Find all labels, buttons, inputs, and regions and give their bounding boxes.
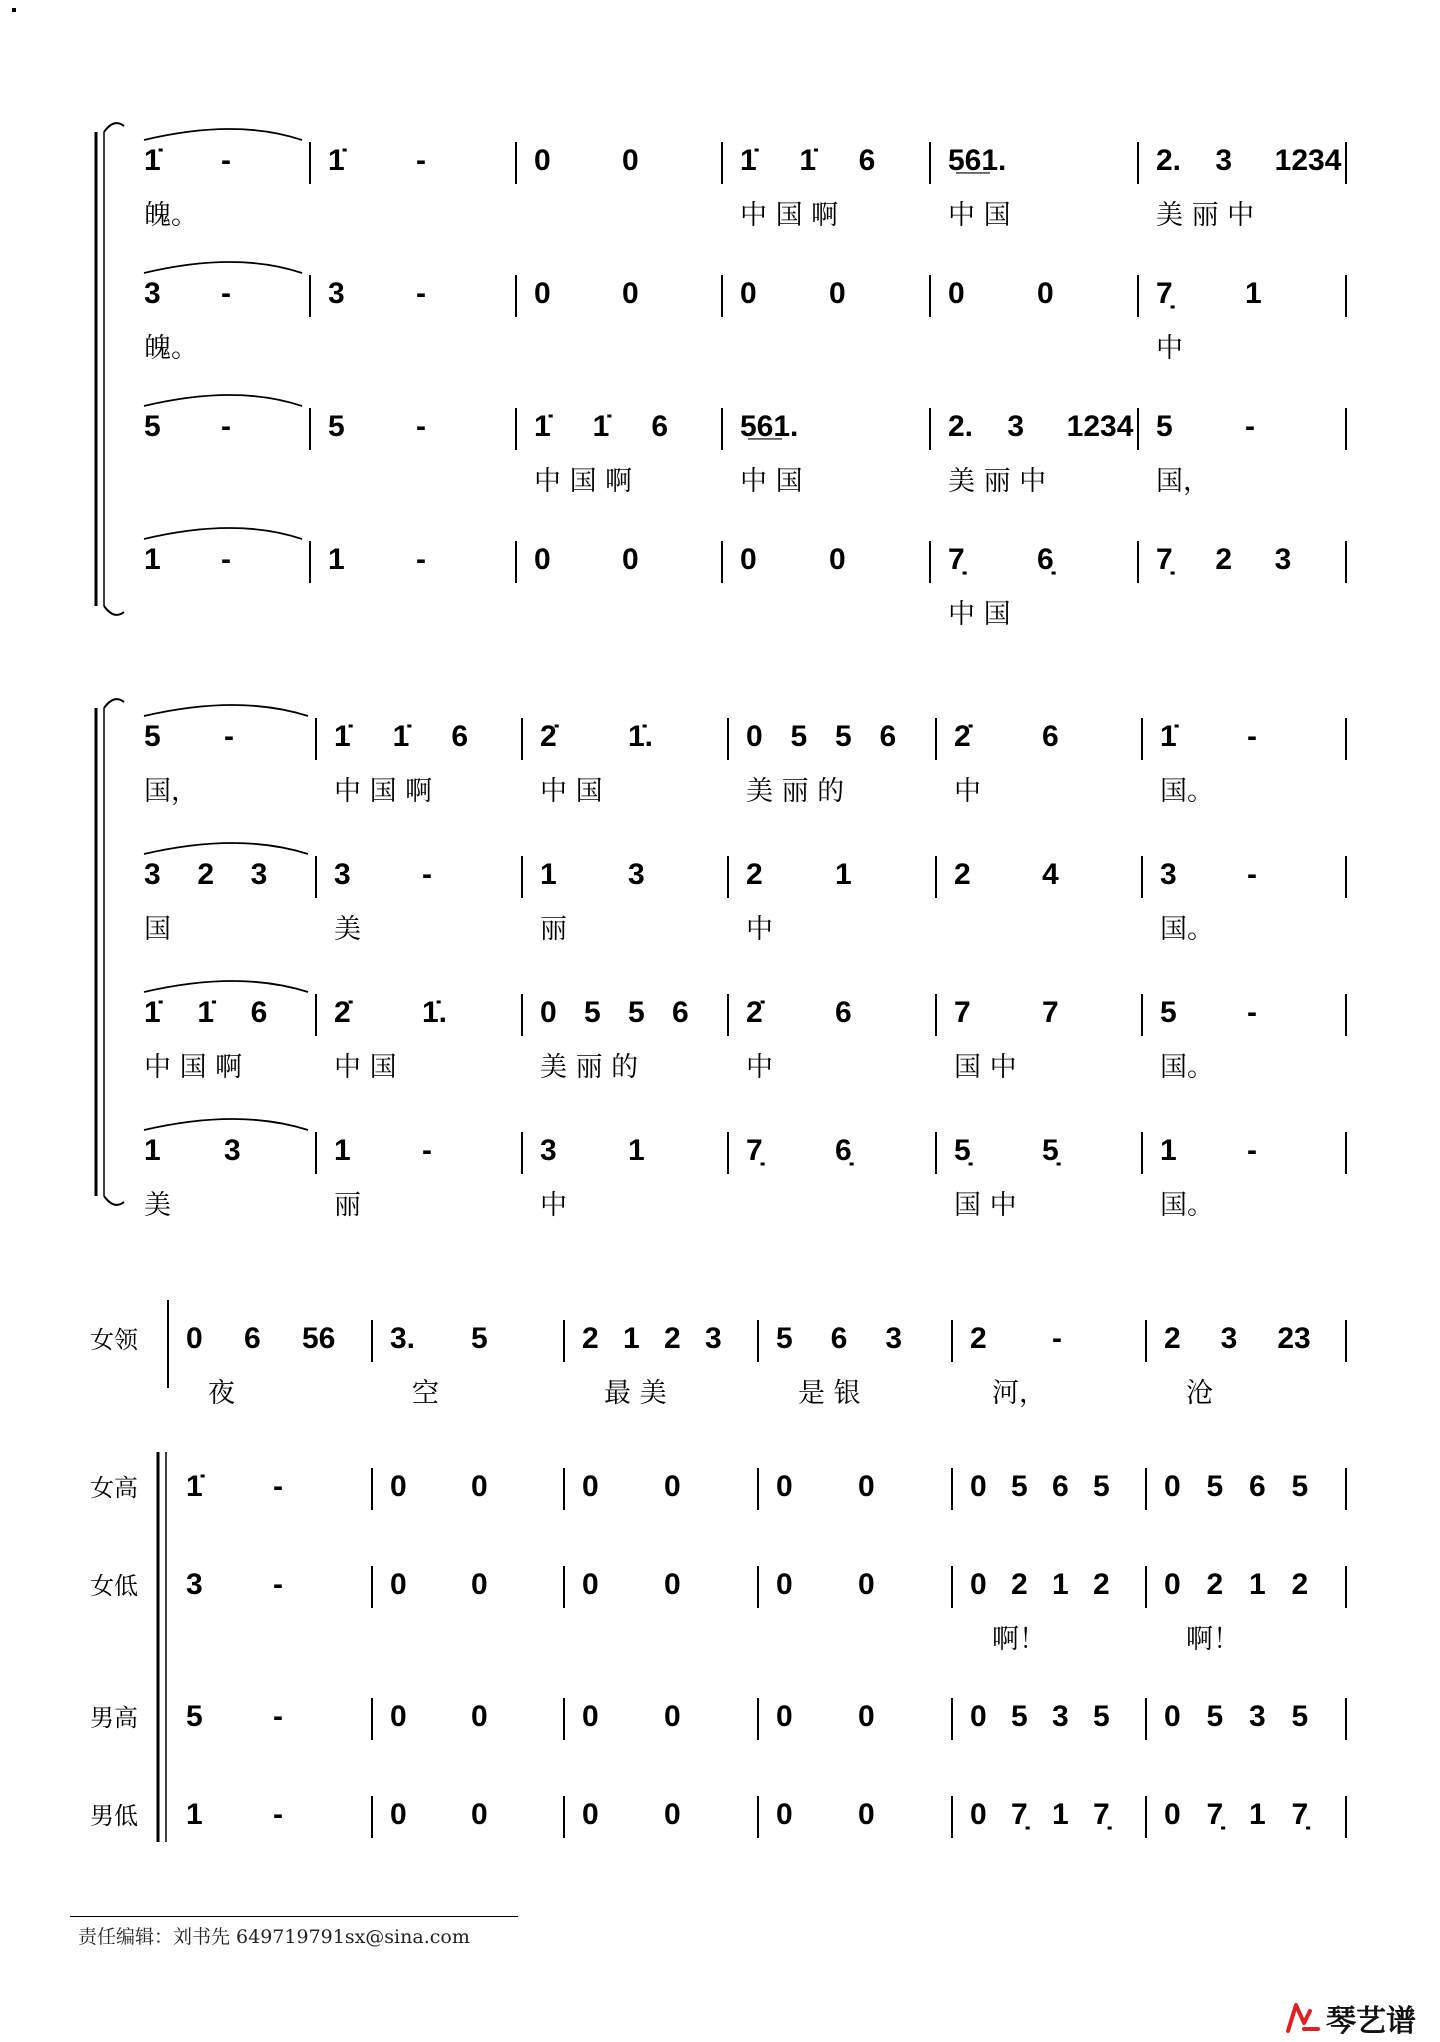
note-token: - [273, 1798, 283, 1831]
note-token: - [273, 1470, 283, 1503]
note-token: 0 [970, 1798, 987, 1831]
note-token: 1̇ [392, 720, 410, 753]
note-token: - [224, 720, 234, 753]
note-token: 0 [471, 1798, 488, 1831]
note-token: 3 [1274, 543, 1292, 576]
lyric: 中 国 啊 [334, 776, 433, 807]
note-token: 2 [1093, 1568, 1110, 1601]
note-token: 6 [1249, 1470, 1266, 1503]
lyric: 国 [144, 914, 171, 945]
note-token: - [273, 1568, 283, 1601]
note-token: 0 [858, 1568, 875, 1601]
note-token: 5 [628, 996, 645, 1029]
note-token: 5 [471, 1322, 488, 1355]
note-token: 6 [879, 720, 897, 753]
lyric: 中 国 啊 [740, 200, 839, 231]
note-token: 0 [1037, 277, 1054, 310]
note-token: 0 [829, 543, 846, 576]
note-token: - [1247, 1134, 1257, 1167]
note-token: 7̣ [1291, 1798, 1309, 1831]
note-token: 2 [664, 1322, 681, 1355]
note-token: 6 [672, 996, 689, 1029]
note-token: 1̇ [197, 996, 215, 1029]
lyric: 中 国 [740, 466, 803, 497]
note-token: 2 [746, 858, 763, 891]
note-token: 7̣ [1206, 1798, 1224, 1831]
note-token: 3 [250, 858, 268, 891]
note-token: 3 [1220, 1322, 1238, 1355]
note-token: 5 [1291, 1700, 1309, 1733]
note-token: 0 [471, 1470, 488, 1503]
note-token: 5 [776, 1322, 793, 1355]
note-token: 7̣ [948, 543, 965, 576]
note-token: 5 [144, 720, 161, 753]
part-label: 女高 [90, 1474, 138, 1502]
note-token: 5 [186, 1700, 203, 1733]
slur [144, 981, 308, 992]
lyric: 美 丽 的 [746, 776, 845, 807]
lyric: 河， [992, 1378, 1046, 1409]
lyric: 中 国 啊 [534, 466, 633, 497]
lyric: 中 国 [948, 599, 1011, 630]
brand-logo-icon [1284, 2001, 1322, 2035]
note-token: 3 [1160, 858, 1177, 891]
system-1-bracket-bottom [104, 606, 124, 615]
note-token: 1̇ [592, 410, 610, 443]
note-token: 4 [1042, 858, 1059, 891]
note-token: 1234 [1274, 144, 1342, 177]
lyric: 中 [954, 776, 981, 807]
note-token: 0 [664, 1700, 681, 1733]
note-token: 1 [186, 1798, 203, 1831]
note-token: 1 [835, 858, 852, 891]
note-token: 2̇ [334, 996, 351, 1029]
note-token: 6 [1042, 720, 1059, 753]
note-token: 2 [1215, 543, 1233, 576]
note-token: 6 [835, 996, 852, 1029]
lyric: 最 美 [604, 1378, 667, 1409]
note-token: 3 [224, 1134, 241, 1167]
part-label: 男低 [90, 1802, 138, 1830]
note-token: - [416, 543, 426, 576]
note-token: 6 [250, 996, 268, 1029]
note-token: 0 [534, 144, 551, 177]
note-token: 1 [144, 543, 161, 576]
note-token: 0 [970, 1700, 987, 1733]
note-token: 5 [1011, 1470, 1028, 1503]
lyric: 丽 [540, 914, 567, 945]
note-token: 1 [1052, 1798, 1069, 1831]
lyric: 中 国 [334, 1052, 397, 1083]
note-token: 6 [1052, 1470, 1069, 1503]
note-token: - [1247, 996, 1257, 1029]
note-token: 0 [1164, 1568, 1181, 1601]
note-token: 5 [1156, 410, 1173, 443]
note-token: 3 [186, 1568, 203, 1601]
lyric: 国。 [1160, 914, 1214, 945]
note-token: - [1052, 1322, 1062, 1355]
note-token: 0 [664, 1798, 681, 1831]
note-token: 5̲6̲1. [948, 144, 1007, 177]
note-token: 0 [858, 1798, 875, 1831]
note-token: - [221, 144, 231, 177]
brand-logo [1284, 1996, 1416, 2040]
footer-rule [70, 1916, 518, 1917]
note-token: 3 [1007, 410, 1025, 443]
note-token: 1 [628, 1134, 645, 1167]
note-token: 0 [534, 277, 551, 310]
note-token: 6̣ [1037, 543, 1054, 576]
note-token: 0 [471, 1700, 488, 1733]
note-token: 2 [1011, 1568, 1028, 1601]
note-token: 2 [197, 858, 215, 891]
note-token: 5̲6̲1. [740, 410, 799, 443]
note-token: 5 [328, 410, 345, 443]
slur [144, 843, 308, 854]
note-token: 0 [776, 1568, 793, 1601]
note-token: 0 [582, 1470, 599, 1503]
note-token: 2̇ [540, 720, 557, 753]
note-token: 2 [1206, 1568, 1224, 1601]
note-token: 1 [1160, 1134, 1177, 1167]
lyric: 空 [412, 1378, 439, 1409]
note-token: 0 [740, 277, 757, 310]
lyric: 国。 [1160, 1052, 1214, 1083]
note-token: 1̇. [422, 996, 448, 1029]
editor-credit: 责任编辑：刘书先 649719791sx@sina.com [78, 1926, 470, 1948]
system-1-bracket-top [104, 123, 124, 132]
note-token: 0 [622, 277, 639, 310]
note-token: 3 [1249, 1700, 1266, 1733]
note-token: 3 [334, 858, 351, 891]
note-token: - [1245, 410, 1255, 443]
note-token: 1̇ [534, 410, 551, 443]
note-token: 5 [1291, 1470, 1309, 1503]
note-token: 5 [790, 720, 808, 753]
lyric: 美 丽 的 [540, 1052, 639, 1083]
note-token: 6 [244, 1322, 261, 1355]
note-token: 1 [540, 858, 557, 891]
lyric: 中 [1156, 333, 1183, 364]
note-token: 0 [1164, 1700, 1181, 1733]
note-token: 0 [622, 543, 639, 576]
note-token: 0 [390, 1568, 407, 1601]
lyric: 国， [144, 776, 198, 807]
lyric: 国。 [1160, 1190, 1214, 1221]
note-token: 0 [390, 1700, 407, 1733]
note-token: - [1247, 720, 1257, 753]
note-token: 3 [628, 858, 645, 891]
slur [144, 129, 302, 140]
note-token: 2 [582, 1322, 599, 1355]
lyric: 魄。 [144, 200, 198, 231]
note-token: 3 [144, 858, 161, 891]
note-token: 6 [451, 720, 469, 753]
note-token: 5̣ [1042, 1134, 1059, 1167]
note-token: - [221, 543, 231, 576]
lyric: 中 [746, 1052, 773, 1083]
note-token: 3 [1052, 1700, 1069, 1733]
note-token: 1̇ [144, 144, 161, 177]
note-token: 0 [582, 1700, 599, 1733]
note-token: 0 [540, 996, 557, 1029]
lyric: 国， [1156, 466, 1210, 497]
note-token: 0 [534, 543, 551, 576]
note-token: 1 [1249, 1568, 1266, 1601]
lyric: 美 丽 中 [948, 466, 1047, 497]
note-token: 6̣ [835, 1134, 852, 1167]
note-token: 2 [1291, 1568, 1309, 1601]
note-token: 1̇ [328, 144, 345, 177]
note-token: 3 [1215, 144, 1233, 177]
note-token: 2̇ [746, 996, 763, 1029]
note-token: 0 [1164, 1470, 1181, 1503]
note-token: - [1247, 858, 1257, 891]
note-token: 0 [776, 1798, 793, 1831]
note-token: 0 [664, 1568, 681, 1601]
note-token: 0 [948, 277, 965, 310]
note-token: 56 [302, 1322, 336, 1355]
note-token: 5 [1093, 1700, 1110, 1733]
note-token: - [221, 277, 231, 310]
note-token: 0 [776, 1700, 793, 1733]
note-token: 3 [705, 1322, 722, 1355]
note-token: 1 [1249, 1798, 1266, 1831]
note-token: 6 [830, 1322, 848, 1355]
note-token: - [422, 858, 432, 891]
slur [144, 528, 302, 539]
slur [144, 395, 302, 406]
note-token: 1̇ [334, 720, 351, 753]
lyric: 啊！ [992, 1624, 1046, 1655]
note-token: 0 [582, 1798, 599, 1831]
note-token: 2. [948, 410, 974, 443]
note-token: 5 [1206, 1470, 1224, 1503]
note-token: 1 [334, 1134, 351, 1167]
lyric: 中 [540, 1190, 567, 1221]
note-token: 0 [829, 277, 846, 310]
note-token: 5 [584, 996, 601, 1029]
part-label: 男高 [90, 1704, 138, 1732]
lyric: 是 银 [798, 1378, 861, 1409]
note-token: 0 [970, 1568, 987, 1601]
note-token: - [422, 1134, 432, 1167]
note-token: 2 [1164, 1322, 1181, 1355]
note-token: 0 [970, 1470, 987, 1503]
lyric: 魄。 [144, 333, 198, 364]
note-token: 5 [835, 720, 852, 753]
note-token: 0 [740, 543, 757, 576]
note-token: 1 [1052, 1568, 1069, 1601]
note-token: 0 [858, 1470, 875, 1503]
note-token: 1̇ [144, 996, 161, 1029]
note-token: 5 [1160, 996, 1177, 1029]
note-token: 1̇ [186, 1470, 203, 1503]
note-token: 1̇ [1160, 720, 1177, 753]
note-token: - [416, 277, 426, 310]
note-token: 1234 [1066, 410, 1134, 443]
lyric: 国 中 [954, 1052, 1017, 1083]
brand-name: 琴艺谱 [1326, 2004, 1416, 2039]
note-token: 0 [664, 1470, 681, 1503]
note-token: 3. [390, 1322, 416, 1355]
note-token: 1̇ [799, 144, 817, 177]
note-token: 1 [144, 1134, 161, 1167]
lyric: 沧 [1186, 1378, 1213, 1409]
note-token: 0 [776, 1470, 793, 1503]
note-token: 1 [328, 543, 345, 576]
note-token: - [273, 1700, 283, 1733]
note-token: 5̣ [954, 1134, 971, 1167]
note-token: - [221, 410, 231, 443]
part-label: 女领 [90, 1326, 138, 1354]
lyric: 国 中 [954, 1190, 1017, 1221]
note-token: 0 [390, 1798, 407, 1831]
slur [144, 705, 308, 716]
note-token: 0 [582, 1568, 599, 1601]
lyric: 中 国 [948, 200, 1011, 231]
note-token: 5 [1093, 1470, 1110, 1503]
note-token: 7̣ [1093, 1798, 1110, 1831]
note-token: 7̣ [1011, 1798, 1028, 1831]
note-token: 0 [858, 1700, 875, 1733]
note-token: 0 [622, 144, 639, 177]
slur [144, 262, 302, 273]
note-token: 3 [328, 277, 345, 310]
note-token: 0 [471, 1568, 488, 1601]
note-token: 2. [1156, 144, 1182, 177]
note-token: 0 [1164, 1798, 1181, 1831]
note-token: 7 [1042, 996, 1059, 1029]
note-token: 3 [144, 277, 161, 310]
note-token: 7̣ [746, 1134, 763, 1167]
lyric: 国。 [1160, 776, 1214, 807]
note-token: 3 [885, 1322, 903, 1355]
note-token: - [416, 144, 426, 177]
note-token: 0 [746, 720, 763, 753]
note-token: 3 [540, 1134, 557, 1167]
lyric: 中 [746, 914, 773, 945]
lyric: 中 国 [540, 776, 603, 807]
lyric: 美 丽 中 [1156, 200, 1255, 231]
note-token: 2 [970, 1322, 987, 1355]
lyric: 中 国 啊 [144, 1052, 243, 1083]
lyric: 丽 [334, 1190, 361, 1221]
note-token: 1̇. [628, 720, 654, 753]
note-token: 0 [390, 1470, 407, 1503]
note-token: 1̇ [740, 144, 757, 177]
system-2-bracket-top [104, 699, 124, 708]
system-2-bracket-bottom [104, 1196, 124, 1205]
lyric: 美 [144, 1190, 171, 1221]
note-token: 5 [1011, 1700, 1028, 1733]
lyric: 夜 [208, 1378, 235, 1409]
note-token: 5 [1206, 1700, 1224, 1733]
part-label: 女低 [90, 1572, 138, 1600]
note-token: 7̣ [1156, 277, 1173, 310]
note-token: 1 [623, 1322, 640, 1355]
note-token: 7̣ [1156, 543, 1173, 576]
note-token: 6 [651, 410, 669, 443]
note-token: - [416, 410, 426, 443]
note-token: 23 [1277, 1322, 1311, 1355]
note-token: 2̇ [954, 720, 971, 753]
note-token: 5 [144, 410, 161, 443]
note-token: 6 [858, 144, 876, 177]
lyric: 啊！ [1186, 1624, 1240, 1655]
note-token: 0 [186, 1322, 203, 1355]
note-token: 1 [1245, 277, 1262, 310]
note-token: 7 [954, 996, 971, 1029]
lyric: 美 [334, 914, 361, 945]
slur [144, 1119, 308, 1130]
note-token: 2 [954, 858, 971, 891]
